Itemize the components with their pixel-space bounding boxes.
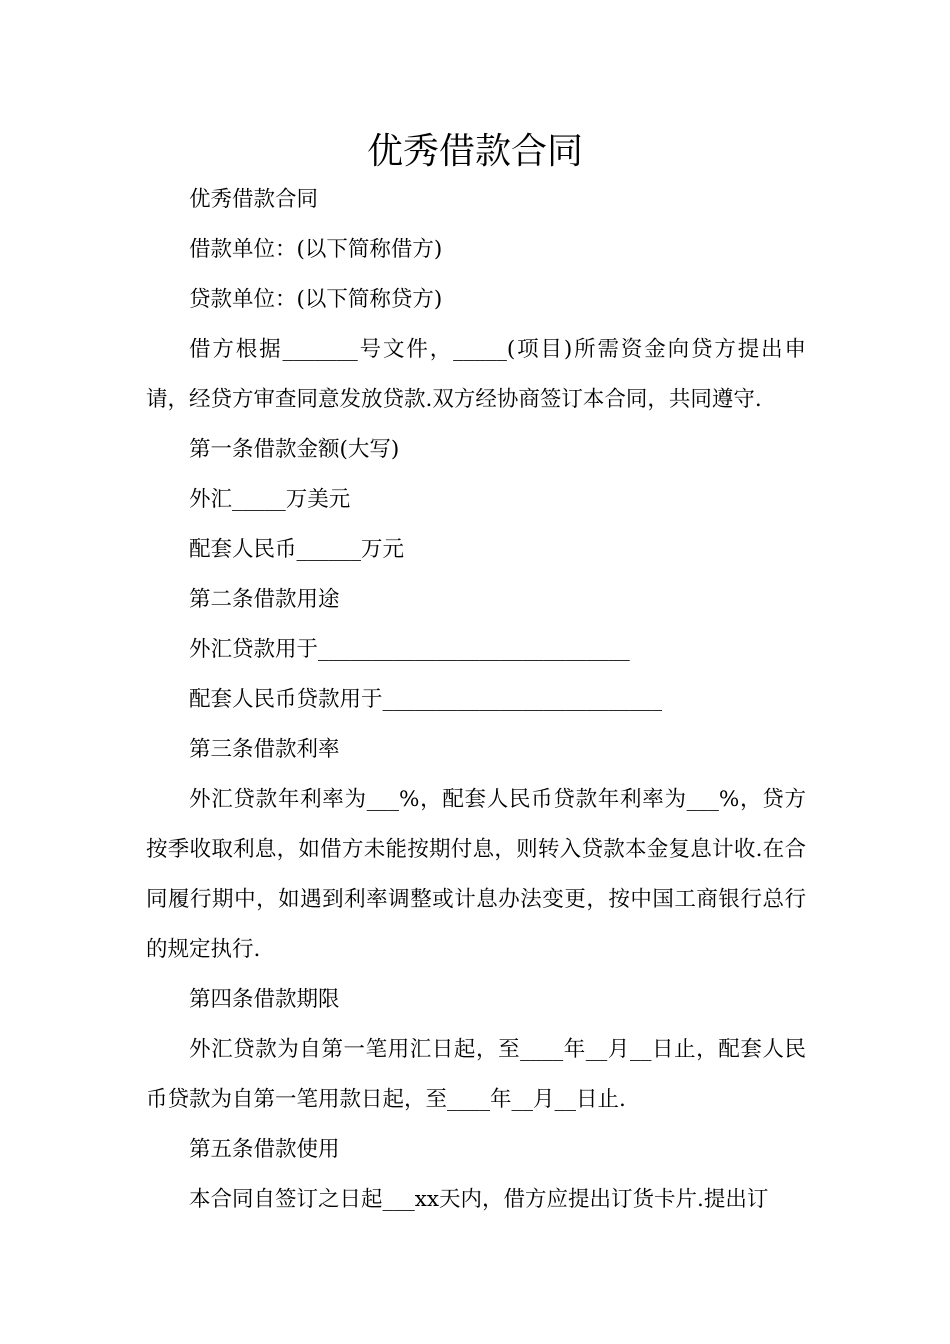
- article-5-heading: 第五条借款使用: [189, 1137, 340, 1162]
- article-3-body: 外汇贷款年利率为___%，配套人民币贷款年利率为___%，贷方按季收取利息，如借方未能按期付息，则转入贷款本金复息计收.在合同履行期中，如遇到利率调整或计息办法变更，按中国工商银行总行的规定执行.: [146, 787, 806, 962]
- article-1-rmb-amount: 配套人民币______万元: [189, 537, 405, 562]
- article-5-body: 本合同自签订之日起___xx天内，借方应提出订货卡片.提出订: [189, 1187, 769, 1212]
- document-body: [146, 175, 806, 1225]
- paragraph-preamble: 借方根据_______号文件，_____(项目)所需资金向贷方提出申请，经贷方审查同意发放贷款.双方经协商签订本合同，共同遵守.: [146, 337, 806, 412]
- article-4-body: 外汇贷款为自第一笔用汇日起，至____年__月__日止，配套人民币贷款为自第一笔用款日起，至____年__月__日止.: [146, 1037, 806, 1112]
- document-title: 优秀借款合同: [366, 131, 583, 172]
- paragraph-borrower: 借款单位：(以下简称借方): [189, 237, 443, 262]
- article-1-foreign-amount: 外汇_____万美元: [189, 487, 351, 512]
- article-4-heading: 第四条借款期限: [189, 987, 340, 1012]
- article-2-foreign-use: 外汇贷款用于_____________________________: [189, 637, 630, 662]
- article-2-heading: 第二条借款用途: [189, 587, 340, 612]
- article-1-heading: 第一条借款金额(大写): [189, 437, 400, 462]
- paragraph-heading: 优秀借款合同: [189, 187, 319, 212]
- article-2-rmb-use: 配套人民币贷款用于__________________________: [189, 687, 663, 712]
- paragraph-lender: 贷款单位：(以下简称贷方): [189, 287, 443, 312]
- article-3-heading: 第三条借款利率: [189, 737, 340, 762]
